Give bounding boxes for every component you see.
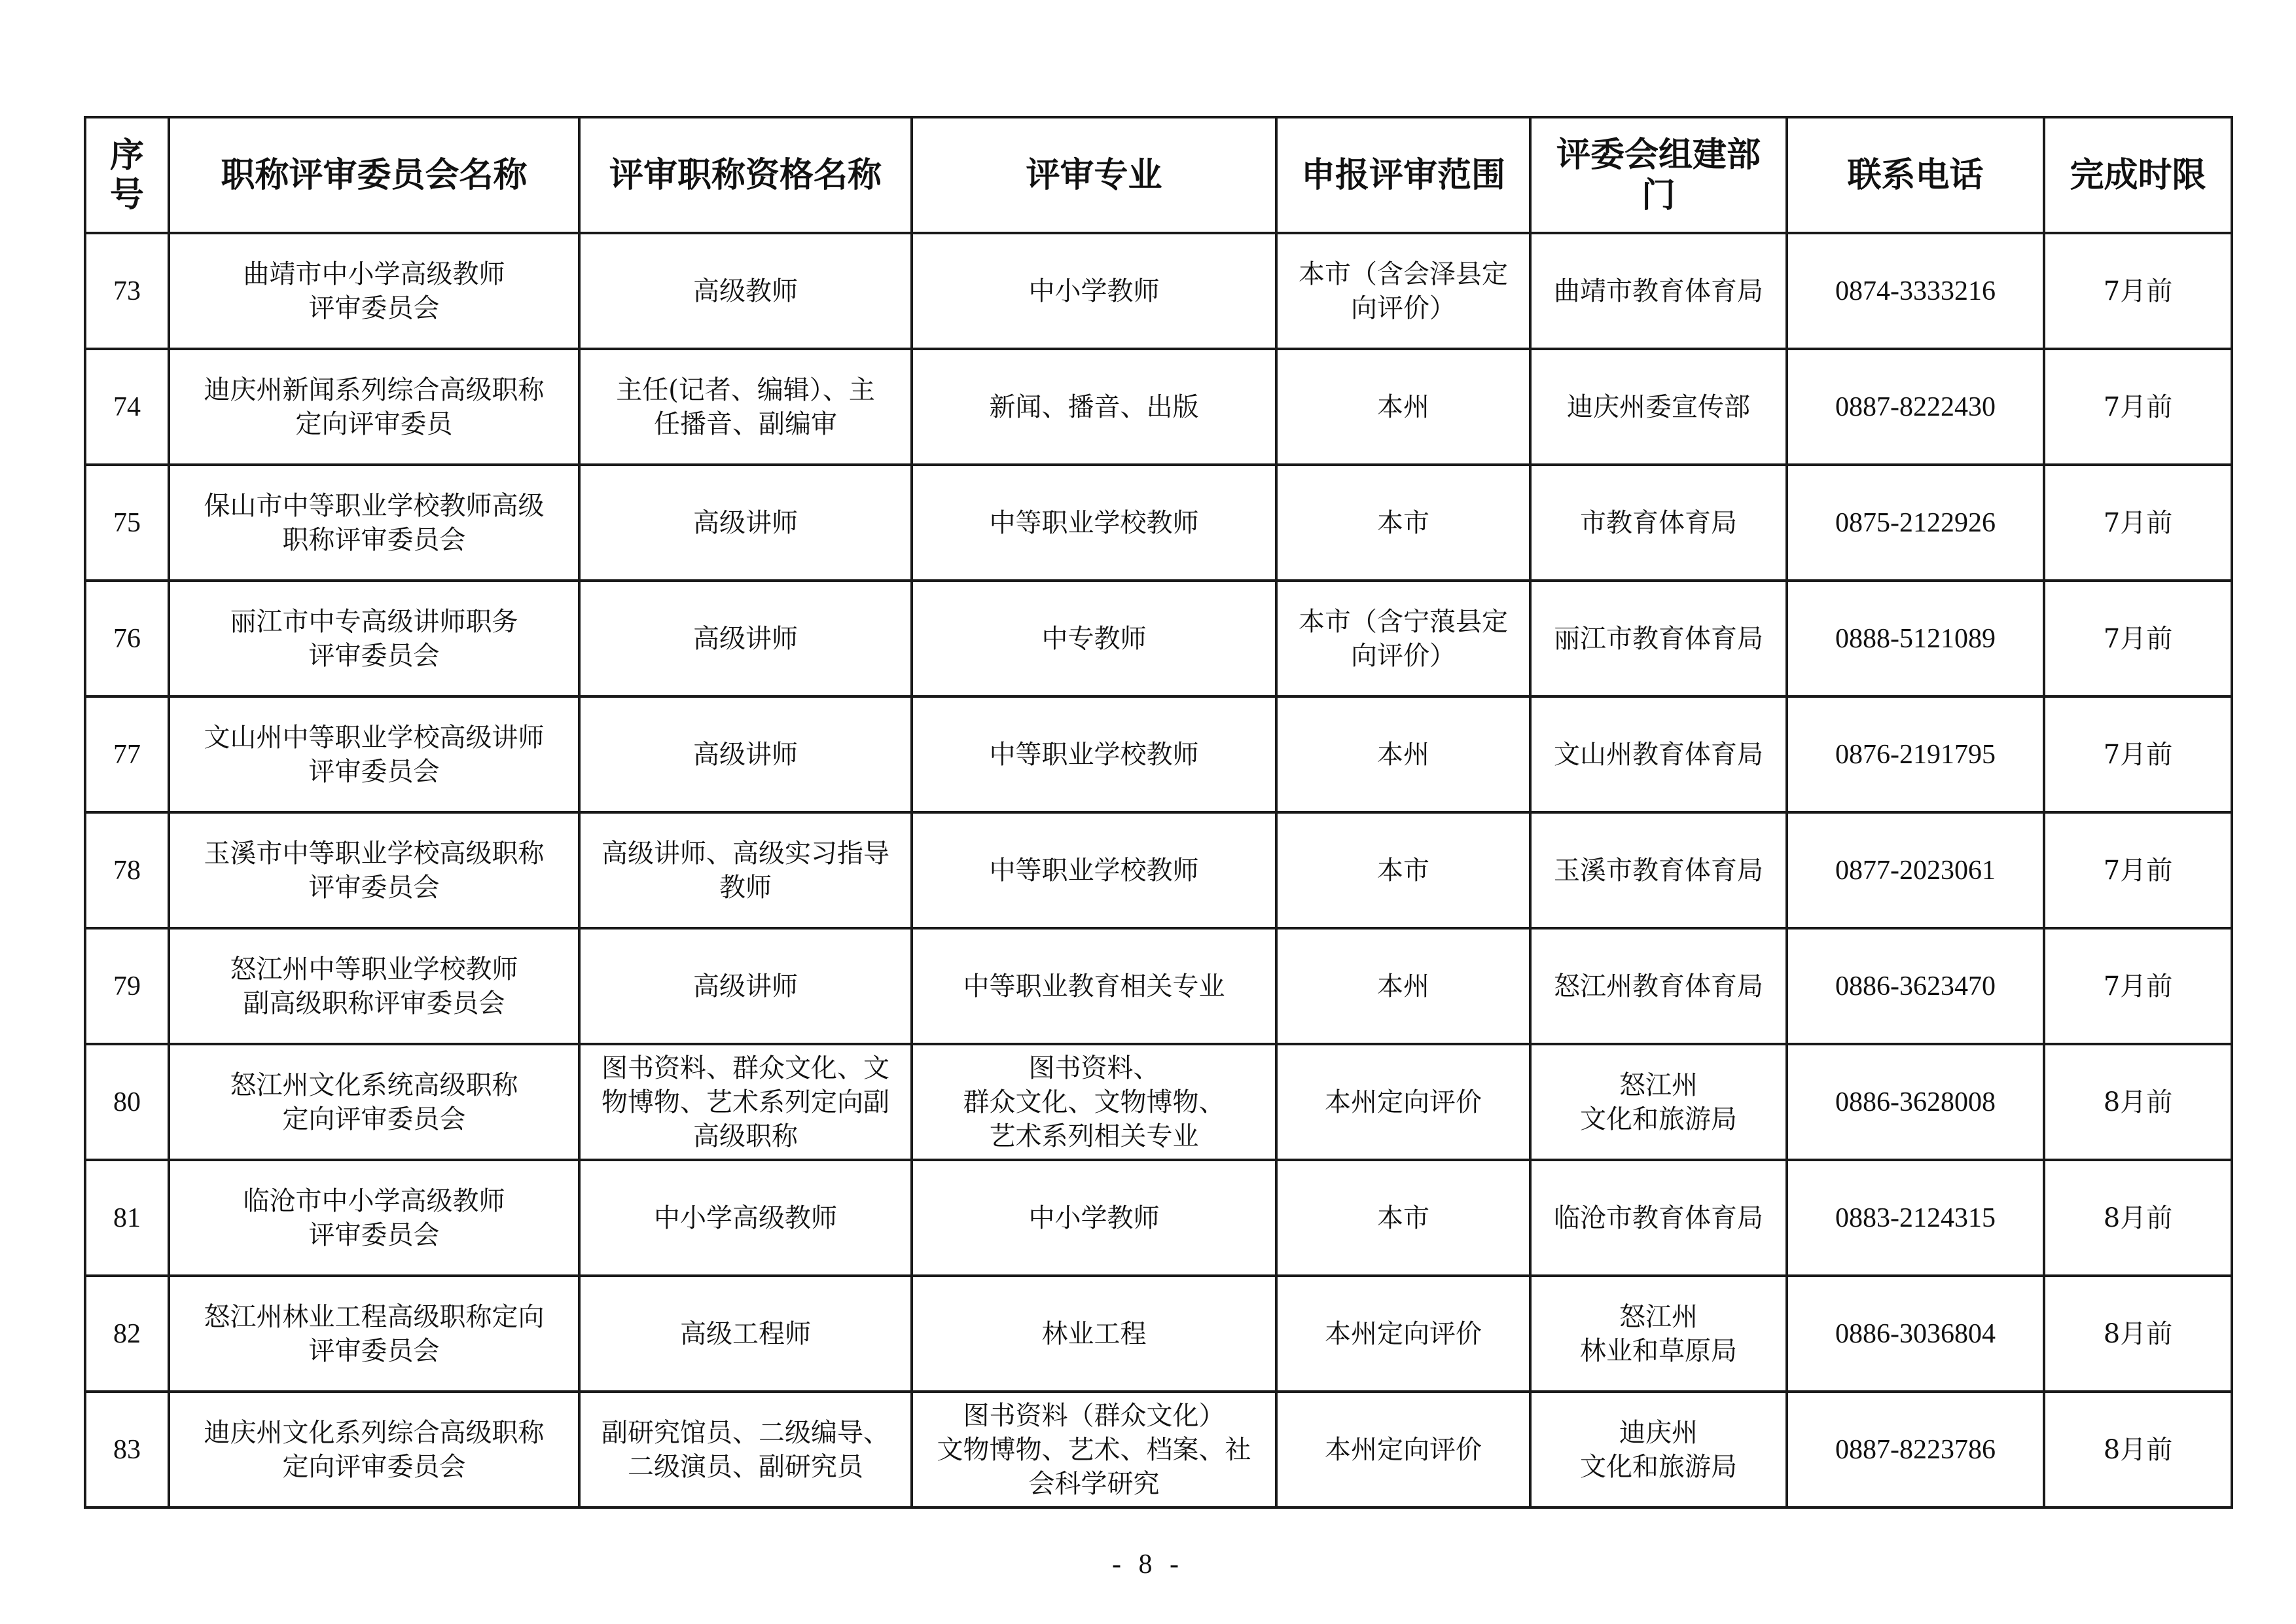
- cell-scope: 本州定向评价: [1276, 1392, 1530, 1507]
- cell-seq: 75: [85, 465, 169, 581]
- cell-department: 迪庆州委宣传部: [1530, 349, 1787, 465]
- cell-committee: 保山市中等职业学校教师高级 职称评审委员会: [169, 465, 579, 581]
- cell-phone: 0877-2023061: [1787, 812, 2044, 928]
- cell-department: 怒江州 文化和旅游局: [1530, 1044, 1787, 1160]
- table-row: [85, 1392, 2232, 1507]
- cell-specialty: 中专教师: [912, 581, 1276, 696]
- cell-deadline: 7月前: [2044, 928, 2232, 1044]
- table-row: [85, 1276, 2232, 1392]
- cell-department: 迪庆州 文化和旅游局: [1530, 1392, 1787, 1507]
- table-row: [85, 581, 2232, 696]
- cell-qualification: 中小学高级教师: [579, 1160, 912, 1276]
- header-specialty: 评审专业: [912, 117, 1276, 233]
- qualification-review-table-container: [84, 116, 2231, 1509]
- cell-department: 临沧市教育体育局: [1530, 1160, 1787, 1276]
- cell-seq: 74: [85, 349, 169, 465]
- cell-committee: 迪庆州文化系列综合高级职称 定向评审委员会: [169, 1392, 579, 1507]
- table-row: [85, 233, 2232, 349]
- cell-deadline: 8月前: [2044, 1392, 2232, 1507]
- cell-phone: 0886-3623470: [1787, 928, 2044, 1044]
- cell-qualification: 副研究馆员、二级编导、 二级演员、副研究员: [579, 1392, 912, 1507]
- table-row: [85, 1044, 2232, 1160]
- cell-department: 玉溪市教育体育局: [1530, 812, 1787, 928]
- cell-scope: 本州: [1276, 696, 1530, 812]
- cell-phone: 0875-2122926: [1787, 465, 2044, 581]
- cell-phone: 0883-2124315: [1787, 1160, 2044, 1276]
- cell-department: 怒江州教育体育局: [1530, 928, 1787, 1044]
- header-scope: 申报评审范围: [1276, 117, 1530, 233]
- cell-deadline: 7月前: [2044, 233, 2232, 349]
- cell-seq: 79: [85, 928, 169, 1044]
- table-header-row: [85, 117, 2232, 233]
- qualification-review-table: [84, 116, 2233, 1509]
- cell-phone: 0887-8223786: [1787, 1392, 2044, 1507]
- cell-qualification: 高级工程师: [579, 1276, 912, 1392]
- cell-scope: 本市（含宁蒗县定 向评价）: [1276, 581, 1530, 696]
- cell-qualification: 高级讲师: [579, 465, 912, 581]
- cell-specialty: 图书资料、 群众文化、文物博物、 艺术系列相关专业: [912, 1044, 1276, 1160]
- table-row: [85, 465, 2232, 581]
- cell-qualification: 高级讲师: [579, 696, 912, 812]
- cell-scope: 本市: [1276, 812, 1530, 928]
- cell-seq: 78: [85, 812, 169, 928]
- cell-specialty: 中等职业学校教师: [912, 465, 1276, 581]
- cell-qualification: 高级讲师、高级实习指导 教师: [579, 812, 912, 928]
- cell-qualification: 高级讲师: [579, 928, 912, 1044]
- table-row: [85, 928, 2232, 1044]
- table-row: [85, 696, 2232, 812]
- cell-committee: 怒江州林业工程高级职称定向 评审委员会: [169, 1276, 579, 1392]
- cell-specialty: 林业工程: [912, 1276, 1276, 1392]
- header-deadline: 完成时限: [2044, 117, 2232, 233]
- cell-specialty: 中小学教师: [912, 1160, 1276, 1276]
- cell-scope: 本州定向评价: [1276, 1276, 1530, 1392]
- cell-specialty: 中小学教师: [912, 233, 1276, 349]
- table-row: [85, 812, 2232, 928]
- table-body: [85, 233, 2232, 1507]
- cell-deadline: 7月前: [2044, 349, 2232, 465]
- header-qualification: 评审职称资格名称: [579, 117, 912, 233]
- header-phone: 联系电话: [1787, 117, 2044, 233]
- cell-deadline: 7月前: [2044, 812, 2232, 928]
- cell-qualification: 图书资料、群众文化、文 物博物、艺术系列定向副 高级职称: [579, 1044, 912, 1160]
- cell-department: 文山州教育体育局: [1530, 696, 1787, 812]
- header-committee: 职称评审委员会名称: [169, 117, 579, 233]
- cell-deadline: 7月前: [2044, 465, 2232, 581]
- cell-specialty: 中等职业学校教师: [912, 696, 1276, 812]
- cell-seq: 81: [85, 1160, 169, 1276]
- cell-seq: 83: [85, 1392, 169, 1507]
- cell-committee: 临沧市中小学高级教师 评审委员会: [169, 1160, 579, 1276]
- cell-scope: 本市（含会泽县定 向评价）: [1276, 233, 1530, 349]
- cell-deadline: 8月前: [2044, 1276, 2232, 1392]
- cell-qualification: 高级教师: [579, 233, 912, 349]
- cell-phone: 0886-3628008: [1787, 1044, 2044, 1160]
- cell-phone: 0876-2191795: [1787, 696, 2044, 812]
- cell-specialty: 中等职业教育相关专业: [912, 928, 1276, 1044]
- cell-committee: 曲靖市中小学高级教师 评审委员会: [169, 233, 579, 349]
- cell-department: 怒江州 林业和草原局: [1530, 1276, 1787, 1392]
- cell-seq: 73: [85, 233, 169, 349]
- cell-deadline: 7月前: [2044, 581, 2232, 696]
- cell-deadline: 8月前: [2044, 1044, 2232, 1160]
- cell-specialty: 图书资料（群众文化） 文物博物、艺术、档案、社 会科学研究: [912, 1392, 1276, 1507]
- cell-scope: 本市: [1276, 465, 1530, 581]
- cell-specialty: 中等职业学校教师: [912, 812, 1276, 928]
- cell-scope: 本州: [1276, 349, 1530, 465]
- cell-committee: 怒江州文化系统高级职称 定向评审委员会: [169, 1044, 579, 1160]
- cell-committee: 文山州中等职业学校高级讲师 评审委员会: [169, 696, 579, 812]
- cell-phone: 0887-8222430: [1787, 349, 2044, 465]
- cell-committee: 丽江市中专高级讲师职务 评审委员会: [169, 581, 579, 696]
- cell-seq: 77: [85, 696, 169, 812]
- cell-committee: 迪庆州新闻系列综合高级职称 定向评审委员: [169, 349, 579, 465]
- cell-deadline: 7月前: [2044, 696, 2232, 812]
- cell-specialty: 新闻、播音、出版: [912, 349, 1276, 465]
- cell-seq: 82: [85, 1276, 169, 1392]
- cell-phone: 0874-3333216: [1787, 233, 2044, 349]
- cell-seq: 80: [85, 1044, 169, 1160]
- header-seq: 序 号: [85, 117, 169, 233]
- cell-phone: 0888-5121089: [1787, 581, 2044, 696]
- table-row: [85, 349, 2232, 465]
- cell-scope: 本市: [1276, 1160, 1530, 1276]
- cell-seq: 76: [85, 581, 169, 696]
- cell-department: 丽江市教育体育局: [1530, 581, 1787, 696]
- cell-qualification: 主任(记者、编辑）、主 任播音、副编审: [579, 349, 912, 465]
- cell-committee: 玉溪市中等职业学校高级职称 评审委员会: [169, 812, 579, 928]
- cell-department: 曲靖市教育体育局: [1530, 233, 1787, 349]
- cell-phone: 0886-3036804: [1787, 1276, 2044, 1392]
- cell-department: 市教育体育局: [1530, 465, 1787, 581]
- cell-qualification: 高级讲师: [579, 581, 912, 696]
- cell-deadline: 8月前: [2044, 1160, 2232, 1276]
- cell-scope: 本州定向评价: [1276, 1044, 1530, 1160]
- header-department: 评委会组建部 门: [1530, 117, 1787, 233]
- cell-scope: 本州: [1276, 928, 1530, 1044]
- cell-committee: 怒江州中等职业学校教师 副高级职称评审委员会: [169, 928, 579, 1044]
- table-row: [85, 1160, 2232, 1276]
- page-number: - 8 -: [1112, 1549, 1184, 1579]
